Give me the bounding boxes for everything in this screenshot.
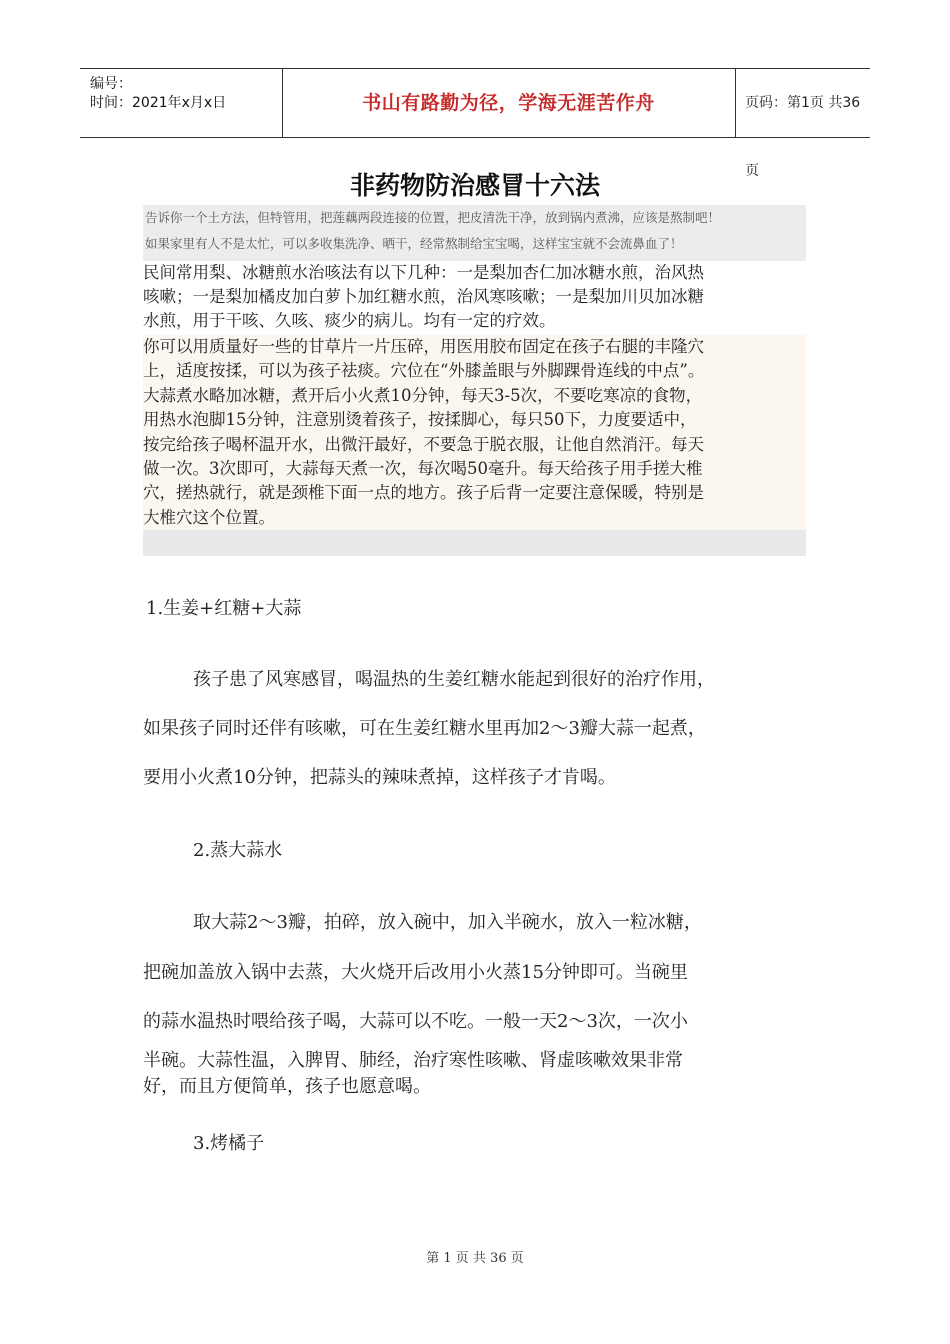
page-footer: 第 1 页 共 36 页 <box>426 1251 524 1266</box>
text-line: 大蒜煮水略加冰糖，煮开后小火煮10分钟，每天3-5次，不要吃寒凉的食物， <box>143 385 703 405</box>
section-heading-2: 2.蒸大蒜水 <box>193 840 283 861</box>
text-line: 做一次。3次即可，大蒜每天煮一次，每次喝50毫升。每天给孩子用手搓大椎 <box>143 459 703 479</box>
text-line: 你可以用质量好一些的甘草片一片压碎，用医用胶布固定在孩子右腿的丰隆穴 <box>143 337 704 356</box>
section-2-line: 半碗。大蒜性温，入脾胃、肺经，治疗寒性咳嗽、肾虚咳嗽效果非常 <box>143 1050 683 1071</box>
text-line: 水煎，用于干咳、久咳、痰少的病儿。均有一定的疗效。 <box>143 311 556 330</box>
section-2-line: 好，而且方便简单，孩子也愿意喝。 <box>143 1076 431 1097</box>
text-line: 大椎穴这个位置。 <box>143 507 275 527</box>
text-line: 民间常用梨、冰糖煎水治咳法有以下几种：一是梨加杏仁加冰糖水煎，治风热 <box>143 263 704 282</box>
section-heading-1: 1.生姜+红糖+大蒜 <box>146 598 302 619</box>
motto-text: 书山有路勤为径，学海无涯苦作舟 <box>362 92 655 114</box>
header-page-cell <box>735 69 870 179</box>
number-label: 编号： <box>90 76 132 92</box>
text-line: 上，适度按揉，可以为孩子祛痰。穴位在“外膝盖眼与外脚踝骨连线的中点”。 <box>143 361 705 381</box>
time-label: 时间：2021年x月x日 <box>90 95 227 111</box>
section-2-line: 的蒜水温热时喂给孩子喝，大蒜可以不吃。一般一天2～3次，一次小 <box>143 1011 688 1032</box>
section-heading-3: 3.烤橘子 <box>193 1133 265 1154</box>
header-motto-cell <box>282 69 736 137</box>
section-2-line: 取大蒜2～3瓣，拍碎，放入碗中，加入半碗水，放入一粒冰糖， <box>193 912 702 933</box>
header-table <box>80 68 870 179</box>
tip-line: 告诉你一个土方法，但特管用，把莲藕两段连接的位置，把皮清洗干净，放到锅内煮沸，应该是熬制吧！ <box>145 210 721 225</box>
text-line: 用热水泡脚15分钟，注意别烫着孩子，按揉脚心，每只50下，力度要适中， <box>143 410 697 430</box>
text-line: 穴，搓热就行，就是颈椎下面一点的地方。孩子后背一定要注意保暖，特别是 <box>143 483 704 503</box>
tip-box <box>143 205 806 261</box>
section-1-line: 如果孩子同时还伴有咳嗽，可在生姜红糖水里再加2～3瓣大蒜一起煮， <box>143 718 706 739</box>
pear-remedy-paragraph <box>143 261 806 333</box>
section-1-line: 要用小火煮10分钟，把蒜头的辣味煮掉，这样孩子才肯喝。 <box>143 767 616 788</box>
header-info-cell <box>80 69 283 137</box>
tip-line: 如果家里有人不是太忙，可以多收集洗净、晒干，经常熬制给宝宝喝，这样宝宝就不会流鼻血了！ <box>145 236 683 251</box>
text-line: 咳嗽；一是梨加橘皮加白萝卜加红糖水煎，治风寒咳嗽；一是梨加川贝加冰糖 <box>143 287 704 306</box>
document-title: 非药物防治感冒十六法 <box>349 171 600 200</box>
text-line: 按完给孩子喝杯温开水，出微汗最好，不要急于脱衣服，让他自然消汗。每天 <box>143 434 704 454</box>
section-1-line: 孩子患了风寒感冒，喝温热的生姜红糖水能起到很好的治疗作用， <box>193 669 715 690</box>
page-info: 页码：第1页 共36页 <box>745 95 861 179</box>
garlic-remedy-block <box>143 335 806 556</box>
section-2-line: 把碗加盖放入锅中去蒸，大火烧开后改用小火蒸15分钟即可。当碗里 <box>143 962 688 983</box>
